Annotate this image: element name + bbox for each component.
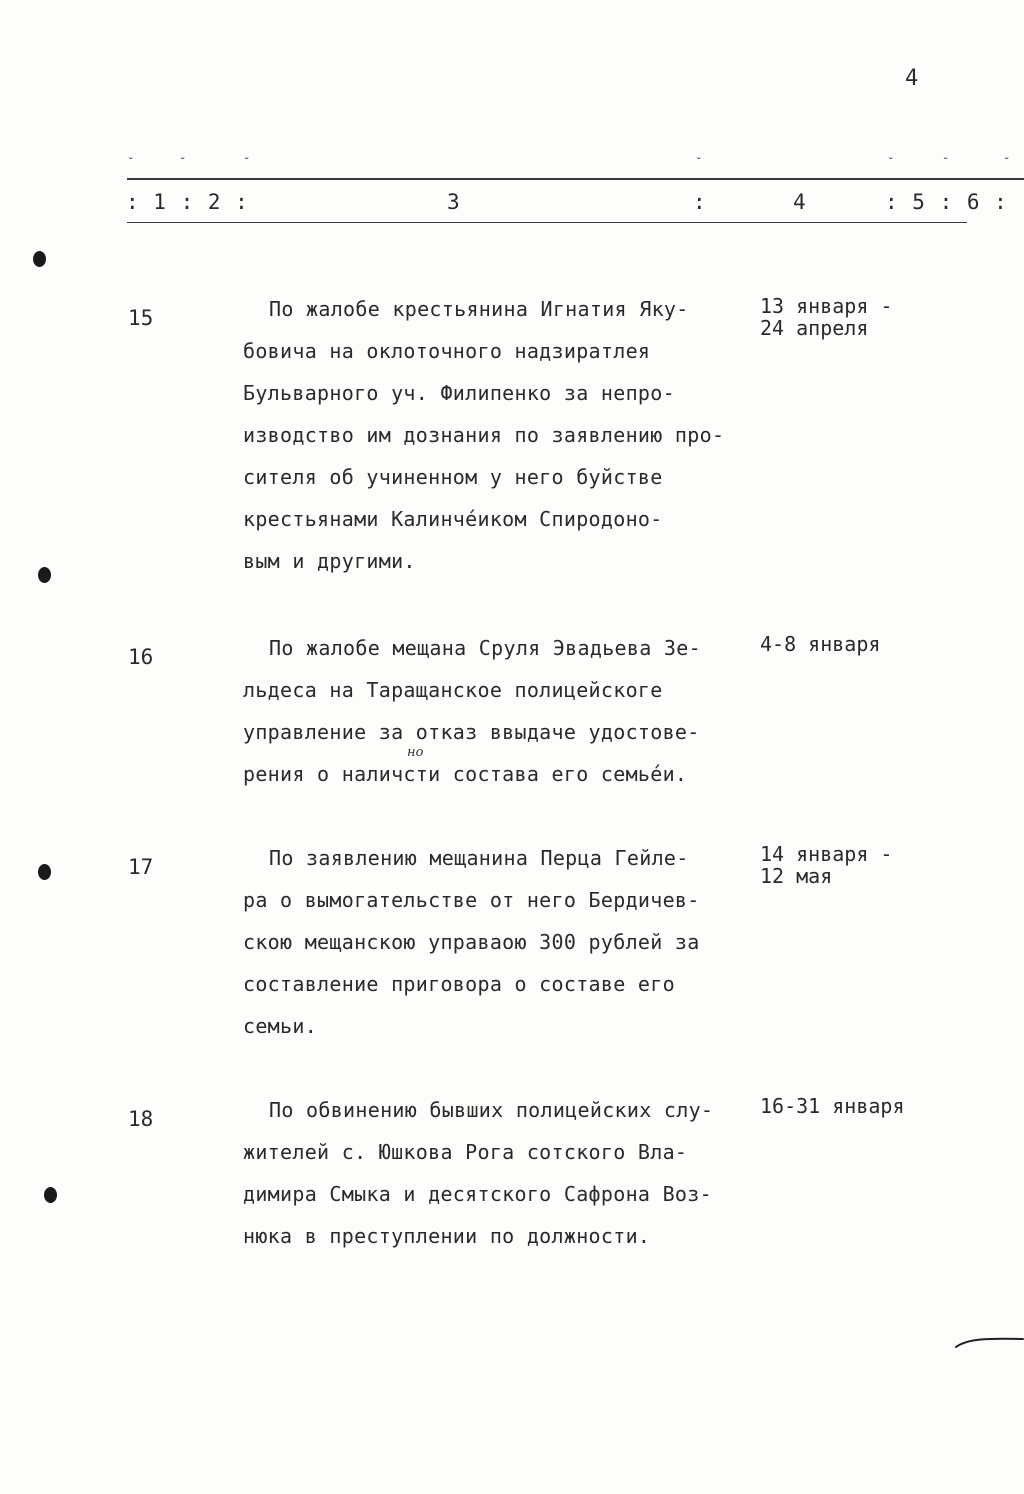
entry-number: 18 (128, 1107, 154, 1131)
entry-line: нюка в преступлении по должности. (243, 1224, 651, 1248)
entry-line: скою мещанскою управаою 300 рублей за (243, 930, 700, 954)
column-header-1-2: : 1 : 2 : (126, 190, 249, 214)
entry-line: бовича на оклоточного надзиратлея (243, 339, 651, 363)
punch-hole (38, 567, 51, 583)
entry-number: 16 (128, 645, 154, 669)
entry-number: 15 (128, 306, 154, 330)
entry-date: 16-31 января (760, 1094, 905, 1118)
entry-line: рения о наличсти состава его семьéи. (243, 762, 688, 786)
punch-hole (33, 251, 46, 267)
entry-line: крестьянами Калинчéиком Спиродоно- (243, 507, 663, 531)
entry-date: 13 января - 24 апреля (760, 294, 893, 340)
entry-line: По жалобе мещана Сруля Эвадьева Зе- (269, 636, 701, 660)
entry-line: семьи. (243, 1014, 318, 1038)
entry-line: сителя об учиненном у него буйстве (243, 465, 663, 489)
entry-line: составление приговора о составе его (243, 972, 675, 996)
entry-line: Бульварного уч. Филипенко за непро- (243, 381, 675, 405)
column-header-5-6: : 5 : 6 : (885, 190, 1008, 214)
punch-hole (38, 864, 51, 880)
entry-description (243, 627, 763, 795)
entry-description (243, 1089, 763, 1257)
entry-number: 17 (128, 855, 154, 879)
page-number: 4 (905, 66, 919, 91)
entry-line: льдеса на Таращанское полицейскоге (243, 678, 663, 702)
entry-line: вым и другими. (243, 549, 416, 573)
entry-line: димира Смыка и десятского Сафрона Воз- (243, 1182, 712, 1206)
pen-stroke-mark (955, 1335, 1024, 1349)
header-bottom-rule (127, 222, 967, 223)
entry-line: изводство им дознания по заявлению про- (243, 423, 725, 447)
tick-marks: ˘ ˘ ˘ ˘ ˘ ˘ ˘ (127, 156, 1011, 170)
entry-date: 4-8 января (760, 632, 881, 656)
entry-line: По жалобе крестьянина Игнатия Яку- (269, 297, 689, 321)
column-header-4: 4 (793, 190, 807, 214)
header-top-rule (127, 178, 1024, 180)
entry-line: По заявлению мещанина Перца Гейле- (269, 846, 689, 870)
entry-description (243, 837, 763, 1047)
entry-line: ра о вымогательстве от него Бердичев- (243, 888, 700, 912)
entry-date: 14 января - 12 мая (760, 842, 893, 888)
column-header-3: 3 (447, 190, 461, 214)
entry-line: По обвинению бывших полицейских слу- (269, 1098, 714, 1122)
entry-line: управление за отказ ввыдаче удостове- (243, 720, 700, 744)
entry-line: жителей с. Юшкова Рога сотского Вла- (243, 1140, 688, 1164)
punch-hole (44, 1187, 57, 1203)
handwritten-correction: но (407, 745, 424, 760)
entry-description (243, 288, 763, 582)
column-header-separator: : (693, 190, 707, 214)
